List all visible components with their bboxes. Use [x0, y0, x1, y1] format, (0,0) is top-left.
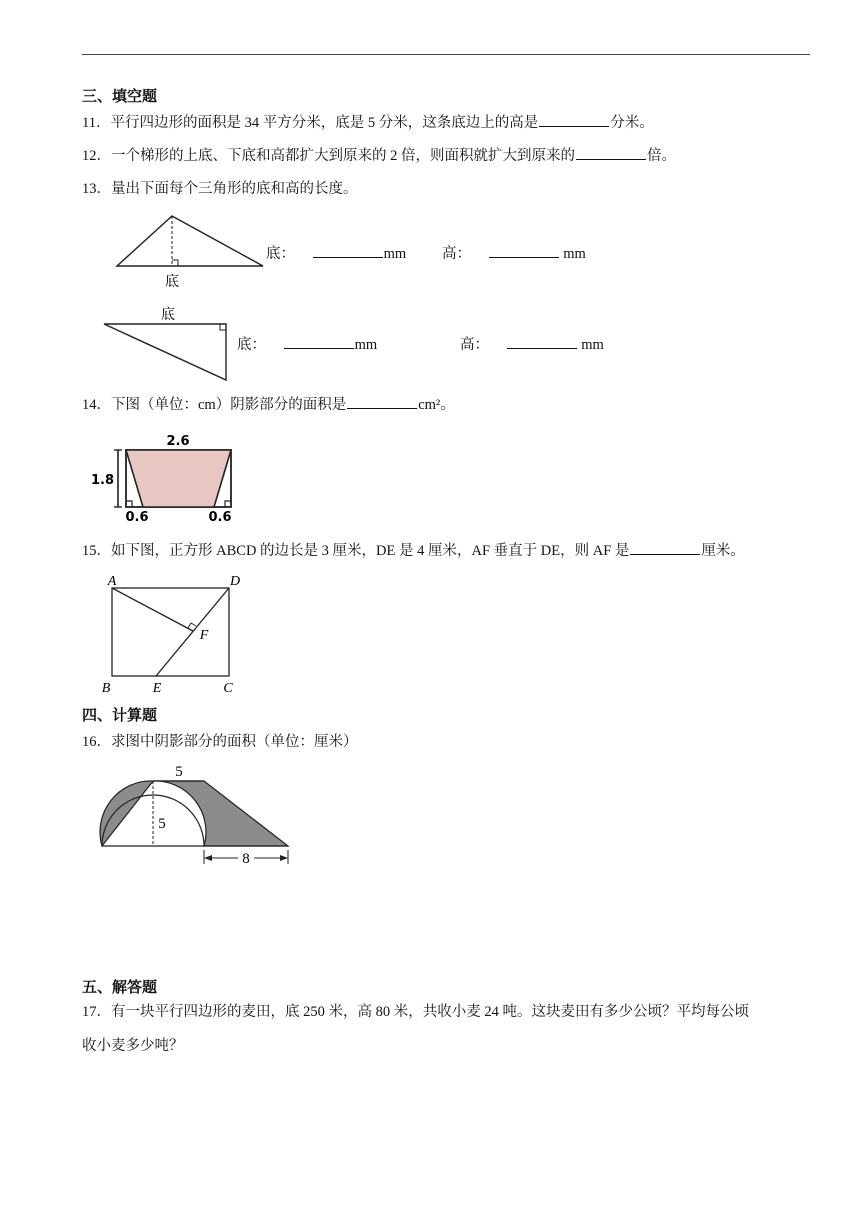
question-11-unit: 分米。 [610, 115, 654, 131]
right-angle-mark [188, 623, 196, 628]
unit-label: mm [354, 337, 378, 353]
figure-14-trapezoid [90, 428, 250, 526]
answer-blank-12[interactable] [576, 145, 646, 160]
point-f-label: F [199, 628, 209, 643]
triangle-1-height-field [442, 242, 586, 263]
section-title-fill-blank: 三、填空题 [82, 87, 158, 105]
shaded-right-region [153, 781, 288, 846]
height-label: 高： [460, 337, 489, 353]
question-14 [82, 394, 455, 415]
triangle-1-base-field [266, 242, 406, 263]
top-length-label: 5 [175, 764, 183, 780]
answer-blank-13a[interactable] [313, 243, 383, 258]
right-angle-mark [220, 324, 226, 330]
header-rule [82, 54, 810, 55]
question-12-unit: 倍。 [647, 148, 676, 164]
point-a-label: A [107, 574, 117, 589]
question-12-text: 12．一个梯形的上底、下底和高都扩大到原来的 2 倍，则面积就扩大到原来的 [82, 148, 575, 164]
answer-blank-13c[interactable] [284, 334, 354, 349]
point-b-label: B [101, 681, 111, 696]
answer-blank-14[interactable] [347, 394, 417, 409]
question-14-unit: cm²。 [418, 397, 455, 413]
unit-label: mm [581, 337, 604, 353]
base-label: 底： [237, 337, 266, 353]
bottom-length-label: 8 [242, 851, 250, 867]
question-15-unit: 厘米。 [701, 543, 745, 559]
answer-blank-11[interactable] [539, 112, 609, 127]
point-e-label: E [152, 681, 162, 696]
base-label: 底： [266, 246, 295, 262]
figure-15-square [96, 570, 256, 696]
square-abcd [112, 588, 229, 676]
question-13: 13．量出下面每个三角形的底和高的长度。 [82, 181, 358, 197]
height-label: 5 [158, 816, 166, 832]
figure-16-shaded [96, 758, 296, 868]
right-bottom-label: 0.6 [208, 510, 232, 525]
question-15 [82, 540, 745, 561]
right-angle-mark [172, 260, 178, 266]
question-11-text: 11．平行四边形的面积是 34 平方分米，底是 5 分米，这条底边上的高是 [82, 115, 539, 131]
triangle-figure-2 [98, 300, 238, 385]
height-label: 高： [442, 246, 471, 262]
triangle-1-base-label: 底 [165, 274, 179, 290]
left-bottom-label: 0.6 [125, 510, 149, 525]
top-length-label: 2.6 [166, 434, 190, 449]
section-title-word-problems: 五、解答题 [82, 978, 158, 996]
segment-de [156, 588, 229, 676]
answer-blank-15[interactable] [630, 540, 700, 555]
question-14-text: 14．下图（单位：cm）阴影部分的面积是 [82, 397, 347, 413]
question-15-text: 15．如下图，正方形 ABCD 的边长是 3 厘米，DE 是 4 厘米，AF 垂直于 DE，则 AF 是 [82, 543, 630, 559]
question-16: 16．求图中阴影部分的面积（单位：厘米） [82, 734, 358, 750]
question-17-line-2: 收小麦多少吨？ [82, 1038, 184, 1054]
unit-label: mm [383, 246, 407, 262]
triangle-2-height-field [460, 333, 604, 354]
point-d-label: D [229, 574, 241, 589]
point-c-label: C [223, 681, 233, 696]
shaded-left-segment [100, 781, 153, 846]
question-17-line-1: 17．有一块平行四边形的麦田，底 250 米，高 80 米，共收小麦 24 吨。这块麦田有多少公顷？平均每公顷 [82, 1004, 749, 1020]
question-11 [82, 112, 654, 133]
unit-label: mm [563, 246, 586, 262]
answer-blank-13b[interactable] [489, 243, 559, 258]
answer-blank-13d[interactable] [507, 334, 577, 349]
triangle-2-base-field [237, 333, 377, 354]
height-label: 1.8 [90, 473, 114, 488]
section-title-calculation: 四、计算题 [82, 706, 158, 724]
triangle-2-base-label: 底 [161, 307, 175, 323]
segment-af [112, 588, 193, 631]
shaded-trapezoid [126, 450, 231, 507]
question-12 [82, 145, 676, 166]
triangle-1-shape [117, 216, 263, 266]
triangle-2-shape [104, 324, 226, 380]
